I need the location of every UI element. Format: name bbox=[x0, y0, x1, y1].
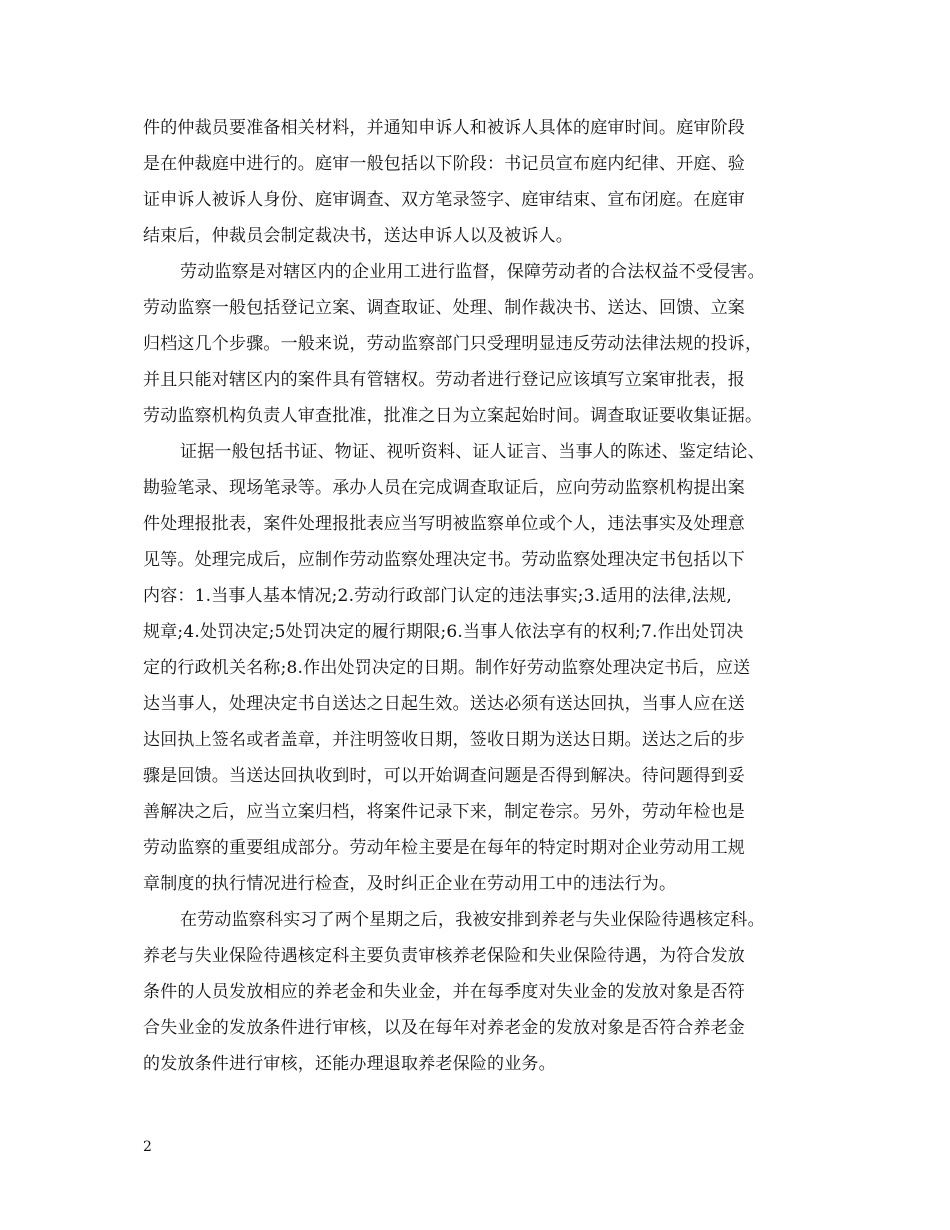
paragraph-arbitration bbox=[143, 110, 823, 254]
text-line: 定的行政机关名称;8.作出处罚决定的日期。制作好劳动监察处理决定书后，应送 bbox=[143, 658, 751, 678]
text-line: 件处理报批表，案件处理报批表应当写明被监察单位或个人，违法事实及处理意 bbox=[143, 514, 745, 534]
text-line: 归档这几个步骤。一般来说，劳动监察部门只受理明显违反劳动法律法规的投诉， bbox=[143, 334, 763, 354]
text-line: 达回执上签名或者盖章，并注明签收日期，签收日期为送达日期。送达之后的步 bbox=[143, 730, 745, 750]
text-line: 见等。处理完成后，应制作劳动监察处理决定书。劳动监察处理决定书包括以下 bbox=[143, 550, 745, 570]
text-line: 合失业金的发放条件进行审核，以及在每年对养老金的发放对象是否符合养老金 bbox=[143, 1018, 745, 1038]
page-number: 2 bbox=[143, 1139, 152, 1155]
text-line: 劳动监察机构负责人审查批准，批准之日为立案起始时间。调查取证要收集证据。 bbox=[143, 406, 763, 426]
text-line: 劳动监察是对辖区内的企业用工进行监督，保障劳动者的合法权益不受侵害。 bbox=[180, 262, 765, 282]
text-line: 达当事人，处理决定书自送达之日起生效。送达必须有送达回执，当事人应在送 bbox=[143, 694, 745, 714]
text-line: 是在仲裁庭中进行的。庭审一般包括以下阶段：书记员宣布庭内纪律、开庭、验 bbox=[143, 154, 745, 174]
text-line: 条件的人员发放相应的养老金和失业金，并在每季度对失业金的发放对象是否符 bbox=[143, 982, 745, 1002]
text-line: 并且只能对辖区内的案件具有管辖权。劳动者进行登记应该填写立案审批表，报 bbox=[143, 370, 745, 390]
text-line: 证申诉人被诉人身份、庭审调查、双方笔录签字、庭审结束、宣布闭庭。在庭审 bbox=[143, 190, 745, 210]
paragraph-evidence bbox=[143, 434, 823, 902]
text-line: 件的仲裁员要准备相关材料，并通知申诉人和被诉人具体的庭审时间。庭审阶段 bbox=[143, 118, 745, 138]
text-line: 善解决之后，应当立案归档，将案件记录下来，制定卷宗。另外，劳动年检也是 bbox=[143, 802, 745, 822]
text-line: 内容：1.当事人基本情况;2.劳动行政部门认定的违法事实;3.适用的法律,法规, bbox=[143, 586, 732, 606]
text-line: 劳动监察一般包括登记立案、调查取证、处理、制作裁决书、送达、回馈、立案 bbox=[143, 298, 745, 318]
text-line: 规章;4.处罚决定;5处罚决定的履行期限;6.当事人依法享有的权利;7.作出处罚决 bbox=[143, 622, 744, 642]
text-line: 劳动监察的重要组成部分。劳动年检主要是在每年的特定时期对企业劳动用工规 bbox=[143, 838, 745, 858]
text-line: 骤是回馈。当送达回执收到时，可以开始调查问题是否得到解决。待问题得到妥 bbox=[143, 766, 745, 786]
text-line: 章制度的执行情况进行检查，及时纠正企业在劳动用工中的违法行为。 bbox=[143, 874, 677, 894]
text-line: 的发放条件进行审核，还能办理退取养老保险的业务。 bbox=[143, 1054, 556, 1074]
paragraph-insurance bbox=[143, 902, 823, 1082]
text-line: 在劳动监察科实习了两个星期之后，我被安排到养老与失业保险待遇核定科。 bbox=[180, 910, 765, 930]
text-line: 养老与失业保险待遇核定科主要负责审核养老保险和失业保险待遇，为符合发放 bbox=[143, 946, 745, 966]
text-line: 证据一般包括书证、物证、视听资料、证人证言、当事人的陈述、鉴定结论、 bbox=[180, 442, 765, 462]
text-line: 勘验笔录、现场笔录等。承办人员在完成调查取证后，应向劳动监察机构提出案 bbox=[143, 478, 745, 498]
paragraph-labor-inspection bbox=[143, 254, 823, 434]
text-line: 结束后，仲裁员会制定裁决书，送达申诉人以及被诉人。 bbox=[143, 226, 573, 246]
